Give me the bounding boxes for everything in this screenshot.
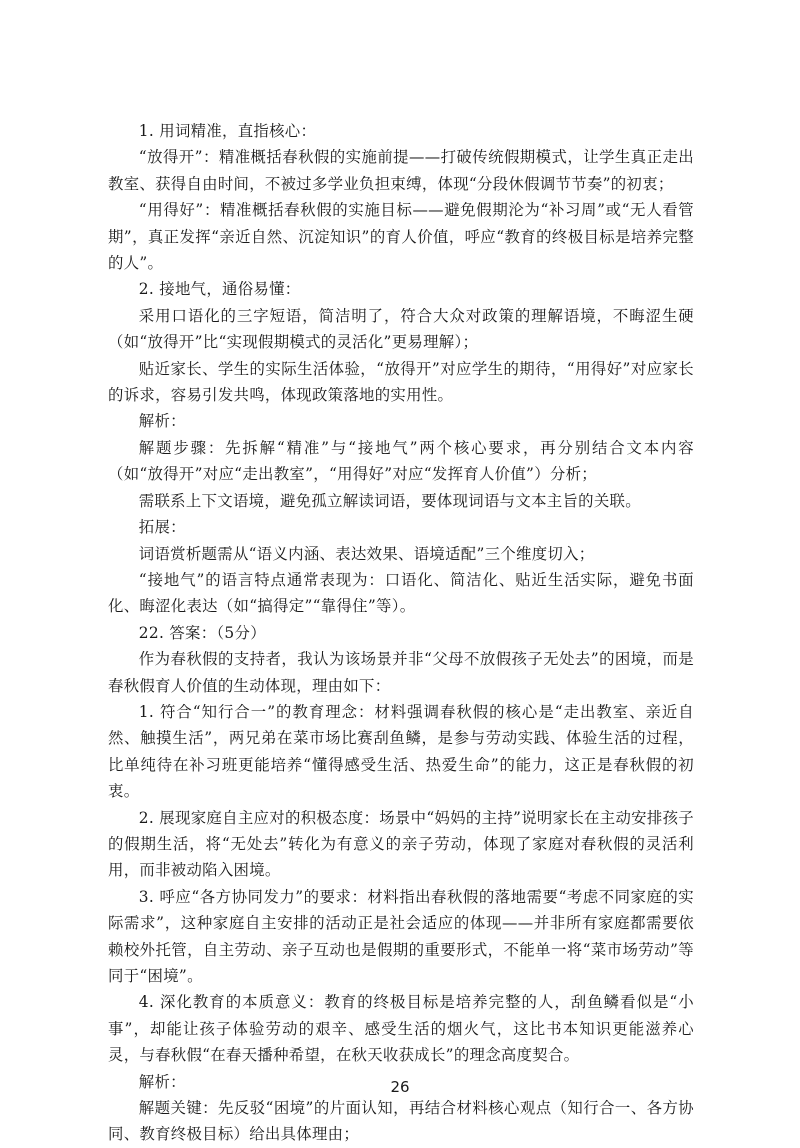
paragraph-reason-3: 3. 呼应“各方协同发力”的要求：材料指出春秋假的落地需要“考虑不同家庭的实际需求”，这种家庭自主安排的活动正是社会适应的体现——并非所有家庭都需要依赖校外托管，自主劳动、亲子互动也是假期的重要形式，不能单一将“菜市场劳动”等同于“困境”。 bbox=[108, 887, 694, 985]
paragraph-reason-1: 1. 符合“知行合一”的教育理念：材料强调春秋假的核心是“走出教室、亲近自然、触摸生活”，两兄弟在菜市场比赛刮鱼鳞，是参与劳动实践、体验生活的过程，比单纯待在补习班更能培养“懂得感受生活、热爱生命”的能力，这正是春秋假的初衷。 bbox=[108, 702, 694, 801]
paragraph-resonance: 贴近家长、学生的实际生活体验，“放得开”对应学生的期待，“用得好”对应家长的诉求，容易引发共鸣，体现政策落地的实用性。 bbox=[108, 359, 694, 405]
paragraph-dimensions: 词语赏析题需从“语义内涵、表达效果、语境适配”三个维度切入； bbox=[138, 544, 595, 563]
paragraph-key-points: 解题关键：先反驳“困境”的片面认知，再结合材料核心观点（知行合一、各方协同、教育终极目标）给出具体理由； bbox=[108, 1099, 694, 1144]
heading-point-2: 2. 接地气，通俗易懂： bbox=[138, 280, 301, 299]
page-body bbox=[108, 118, 694, 1148]
paragraph-reason-2: 2. 展现家庭自主应对的积极态度：场景中“妈妈的主持”说明家长在主动安排孩子的假期生活，将“无处去”转化为有意义的亲子劳动，体现了家庭对春秋假的灵活利用，而非被动陷入困境。 bbox=[108, 808, 694, 880]
paragraph-colloquial: 采用口语化的三字短语，简洁明了，符合大众对政策的理解语境，不晦涩生硬（如“放得开”比“实现假期模式的灵活化”更易理解）； bbox=[108, 306, 694, 352]
paragraph-reason-4: 4. 深化教育的本质意义：教育的终极目标是培养完整的人，刮鱼鳞看似是“小事”，却能让孩子体验劳动的艰辛、感受生活的烟火气，这比书本知识更能滋养心灵，与春秋假“在春天播种希望，在秋天收获成长”的理念高度契合。 bbox=[108, 993, 694, 1065]
label-analysis: 解析： bbox=[138, 412, 186, 431]
label-analysis-2: 解析： bbox=[138, 1072, 186, 1091]
paragraph-solution-steps: 解题步骤：先拆解“精准”与“接地气”两个核心要求，再分别结合文本内容（如“放得开”对应“走出教室”，“用得好”对应“发挥育人价值”）分析； bbox=[108, 438, 694, 484]
paragraph-fang-de-kai: “放得开”：精准概括春秋假的实施前提——打破传统假期模式，让学生真正走出教室、获得自由时间，不被过多学业负担束缚，体现“分段休假调节节奏”的初衷； bbox=[108, 148, 694, 193]
label-extension: 拓展： bbox=[138, 518, 186, 537]
paragraph-yong-de-hao: “用得好”：精准概括春秋假的实施目标——避免假期沦为“补习周”或“无人看管期”，真正发挥“亲近自然、沉淀知识”的育人价值，呼应“教育的终极目标是培养完整的人”。 bbox=[108, 201, 694, 273]
heading-point-1: 1. 用词精准，直指核心： bbox=[138, 122, 317, 140]
page-number: 26 bbox=[390, 1078, 410, 1096]
heading-answer-22: 22. 答案：（5分） bbox=[138, 623, 266, 642]
paragraph-context-note: 需联系上下文语境，避免孤立解读词语，要体现词语与文本主旨的关联。 bbox=[138, 491, 641, 510]
paragraph-stance: 作为春秋假的支持者，我认为该场景并非“父母不放假孩子无处去”的困境，而是春秋假育人价值的生动体现，理由如下： bbox=[108, 650, 694, 695]
paragraph-language-features: “接地气”的语言特点通常表现为：口语化、简洁化、贴近生活实际，避免书面化、晦涩化表达（如“搞得定”“靠得住”等）。 bbox=[108, 570, 694, 616]
